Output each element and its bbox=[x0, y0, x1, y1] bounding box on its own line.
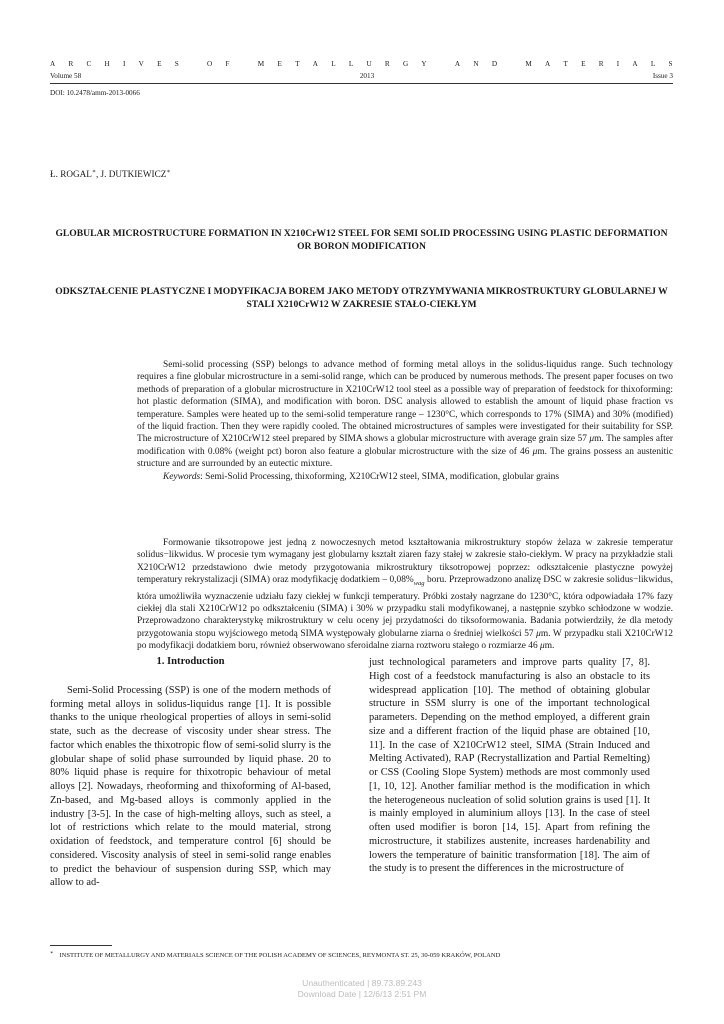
keywords-list: : Semi-Solid Processing, thixoforming, X210CrW12 steel, SIMA, modification, globular grains bbox=[200, 471, 559, 482]
journal-letter: D bbox=[491, 60, 498, 68]
journal-letter bbox=[440, 60, 442, 68]
download-watermark bbox=[0, 978, 724, 1000]
volume: Volume 58 bbox=[50, 72, 82, 80]
journal-letter: L bbox=[650, 60, 656, 68]
watermark-line-date: Download Date | 12/6/13 2:51 PM bbox=[297, 989, 427, 999]
mu-symbol: μ bbox=[532, 446, 538, 457]
journal-letter: Y bbox=[421, 60, 427, 68]
journal-letter: U bbox=[366, 60, 372, 68]
abstract-text: m. bbox=[544, 641, 555, 652]
journal-letter: S bbox=[668, 60, 673, 68]
journal-letter: M bbox=[257, 60, 265, 68]
author-dutkiewicz: J. DUTKIEWICZ bbox=[100, 169, 167, 180]
introduction-paragraph: Semi-Solid Processing (SSP) is one of the modern methods of forming metal alloys in solidus-liquidus range [1]. It is possible thanks to the unique rheological properties of alloys in semi-solid state, such as the decrease of viscosity under shear stress. The factor which enables the thixotropic flow of semi-solid slurry is the globular shape of solid phase surrounded by liquid phase. 20 to 80% liquid phase is require for thixotropic behaviour of metal alloys [2]. Nowadays, rheoforming and thixoforming of Al-based, Zn-based, and Mg-based alloys is commonly applied in the industry [3-5]. In the case of high-melting alloys, such as steel, a lot of restrictions which relate to the mould material, strong oxidation of feedstock, and temperature control [6] should be considered. Viscosity analysis of steel in semi-solid range enables to predict the behaviour of suspension during SSP, which may allow to ad- bbox=[50, 684, 331, 889]
journal-letter: F bbox=[225, 60, 230, 68]
journal-letter: A bbox=[50, 60, 56, 68]
journal-letter: E bbox=[277, 60, 282, 68]
journal-letter: R bbox=[598, 60, 604, 68]
title-english: GLOBULAR MICROSTRUCTURE FORMATION IN X210CrW12 STEEL FOR SEMI SOLID PROCESSING USING PLASTIC DEFORMATION OR BORON MODIFICATION bbox=[55, 228, 668, 252]
year: 2013 bbox=[359, 72, 375, 80]
journal-letter: E bbox=[581, 60, 586, 68]
header-rule bbox=[50, 83, 673, 84]
journal-letter: E bbox=[157, 60, 162, 68]
author-mark: ∗ bbox=[166, 169, 171, 175]
journal-letter: A bbox=[544, 60, 551, 68]
abstract-text: m. The samples after modification with 0.08% (weight pct) boron also feature a globular microstructure with the size of 46 bbox=[137, 434, 673, 457]
journal-letter: A bbox=[312, 60, 318, 68]
journal-letter bbox=[192, 60, 194, 68]
journal-letter: M bbox=[525, 60, 532, 68]
title-polish: ODKSZTAŁCENIE PLASTYCZNE I MODYFIKACJA BOREM JAKO METODY OTRZYMYWANIA MIKROSTRUKTURY GLOBULARNEJ W STALI X210CrW12 W ZAKRESIE STAŁO-CIEKŁYM bbox=[55, 286, 668, 310]
journal-letter: H bbox=[104, 60, 110, 68]
journal-name bbox=[50, 60, 673, 68]
abstract-text: boru. Przeprowadzono analizę DSC w zakresie solidus−likwidus, która umożliwiła wyznaczenie udziału fazy ciekłej w funkcji temperatury. Próbki zostały nagrzane do 1230°C, która odpowiadała 17% fazy ciekłej dla stali X210CrW12 po odkształceniu (SIMA) i 30% w przypadku stali modyfikowanej, a następnie szybko schłodzone w wodzie. Przeprowadzono charakterystykę mikrostruktury w celu oceny jej przydatności do tiksoformowania. Badania potwierdziły, że dla metody przygotowania stopu wyjściowego metodą SIMA występowały globularne ziarna o średniej wielkości 57 bbox=[137, 575, 673, 639]
journal-letter: N bbox=[473, 60, 479, 68]
journal-letter: T bbox=[295, 60, 300, 68]
author-rogal: Ł. ROGAL bbox=[50, 169, 92, 180]
journal-letter: G bbox=[402, 60, 409, 68]
footnote-mark: ∗ bbox=[50, 951, 54, 956]
author-mark: ∗ bbox=[91, 169, 96, 175]
mu-symbol: μ bbox=[540, 641, 545, 652]
journal-letter: V bbox=[138, 60, 144, 68]
abstract-english bbox=[137, 359, 673, 483]
footnote-rule bbox=[50, 945, 112, 946]
journal-letter: O bbox=[207, 60, 213, 68]
journal-letter: A bbox=[632, 60, 638, 68]
journal-letter: L bbox=[331, 60, 336, 68]
author-separator: , bbox=[95, 169, 101, 180]
journal-letter: S bbox=[174, 60, 179, 68]
journal-letter: R bbox=[68, 60, 74, 68]
abstract-english-text bbox=[137, 359, 673, 471]
abstract-text: m. The grains possess an austenitic structure and are surrounded by an eutectic mixture. bbox=[137, 446, 673, 470]
journal-letter: T bbox=[563, 60, 568, 68]
issue: Issue 3 bbox=[652, 72, 673, 80]
journal-letter: I bbox=[616, 60, 620, 68]
journal-letter: I bbox=[123, 60, 126, 68]
journal-letter: R bbox=[384, 60, 390, 68]
introduction-left-column bbox=[50, 656, 331, 890]
introduction-right-column bbox=[369, 656, 650, 876]
journal-letter: A bbox=[454, 60, 461, 68]
journal-letter bbox=[243, 60, 245, 68]
journal-letter: L bbox=[348, 60, 354, 68]
doi[interactable]: DOI: 10.2478/amm-2013-0066 bbox=[50, 89, 140, 97]
subscript-wag: wag bbox=[413, 580, 425, 588]
abstract-text: Formowanie tiksotropowe jest jedną z nowoczesnych metod kształtowania mikrostruktury stopów żelaza w zakresie temperatur solidus−likwidus. W procesie tym wymagany jest globularny kształt ziaren fazy stałej w zakresie stało-ciekłym. W pracy na przykładzie stali X210CrW12 przedstawiono dwie metody przygotowania mikrostruktury tiksotropowej poprzez: odkształcenie plastyczne powyżej temperatury rekrystalizacji (SIMA) oraz modyfikację dodatkiem – 0,08% bbox=[137, 538, 673, 586]
mu-symbol: μ bbox=[589, 434, 595, 445]
section-heading-introduction: 1. Introduction bbox=[156, 656, 225, 667]
introduction-paragraph-continued: just technological parameters and improve parts quality [7, 8]. High cost of a feedstock manufacturing is also an obstacle to its widespread application [10]. The method of obtaining globular structure in SSM slurry is one of the important technological parameters. Depending on the method employed, a different grain size and a different fraction of the liquid phase are obtained [10, 11]. In the case of X210CrW12 steel, SIMA (Strain Induced and Melting Activated), RAP (Recrystallization and Partial Remelting) or CSS (Cooling Slope System) methods are most commonly used [1, 10, 12]. Another familiar method is the modification in which the heterogeneous nucleation of solid solution grains is used [1]. It is mainly employed in aluminium alloys [13]. In the case of steel often used modifier is boron [14, 15]. Apart from refining the microstructure, it stabilizes austenite, increases hardenability and lowers the temperature of bainitic transformation [18]. The aim of the study is to present the differences in the microstructure of bbox=[369, 657, 650, 875]
journal-letter: C bbox=[86, 60, 92, 68]
affiliation-footnote bbox=[50, 950, 500, 959]
footnote-text: INSTITUTE OF METALLURGY AND MATERIALS SCIENCE OF THE POLISH ACADEMY OF SCIENCES, REYMONTA ST. 25, 30-059 KRAKÓW, POLAND bbox=[59, 952, 501, 960]
abstract-polish bbox=[137, 537, 673, 653]
journal-letter bbox=[510, 60, 512, 68]
issue-meta bbox=[50, 72, 673, 80]
abstract-polish-text bbox=[137, 537, 673, 653]
authors bbox=[50, 168, 170, 179]
keywords bbox=[137, 471, 673, 483]
abstract-text: m. W przypadku stali X210CrW12 po modyfikacji dodatkiem boru, również obserwowano sferoidalne ziarna roztworu stałego o rozmiarze 46 bbox=[137, 628, 673, 652]
keywords-label: Keywords bbox=[163, 471, 201, 482]
mu-symbol: μ bbox=[536, 628, 541, 639]
abstract-text: Semi-solid processing (SSP) belongs to advance method of forming metal alloys in the solidus-liquidus range. Such technology requires a fine globular microstructure in a semi-solid range, which can be produced by numerous methods. The present paper focuses on two methods of preparation of a globular microstructure in X210CrW12 tool steel as a possible way of preparation of feedstock for thixoforming: hot plastic deformation (SIMA), and modification with boron. DSC analysis allowed to establish the amount of liquid phase fraction vs temperature. Samples were heated up to the semi-solid temperature range – 1230°C, which corresponds to 17% (SIMA) and 30% (modified) of the liquid fraction. Then they were rapidly cooled. The obtained microstructures of samples were investigated for their suitability for SSP. The microstructure of X210CrW12 steel prepared by SIMA shows a globular microstructure with average grain size 57 bbox=[137, 360, 673, 445]
watermark-line-ip: Unauthenticated | 89.73.89.243 bbox=[302, 978, 422, 988]
